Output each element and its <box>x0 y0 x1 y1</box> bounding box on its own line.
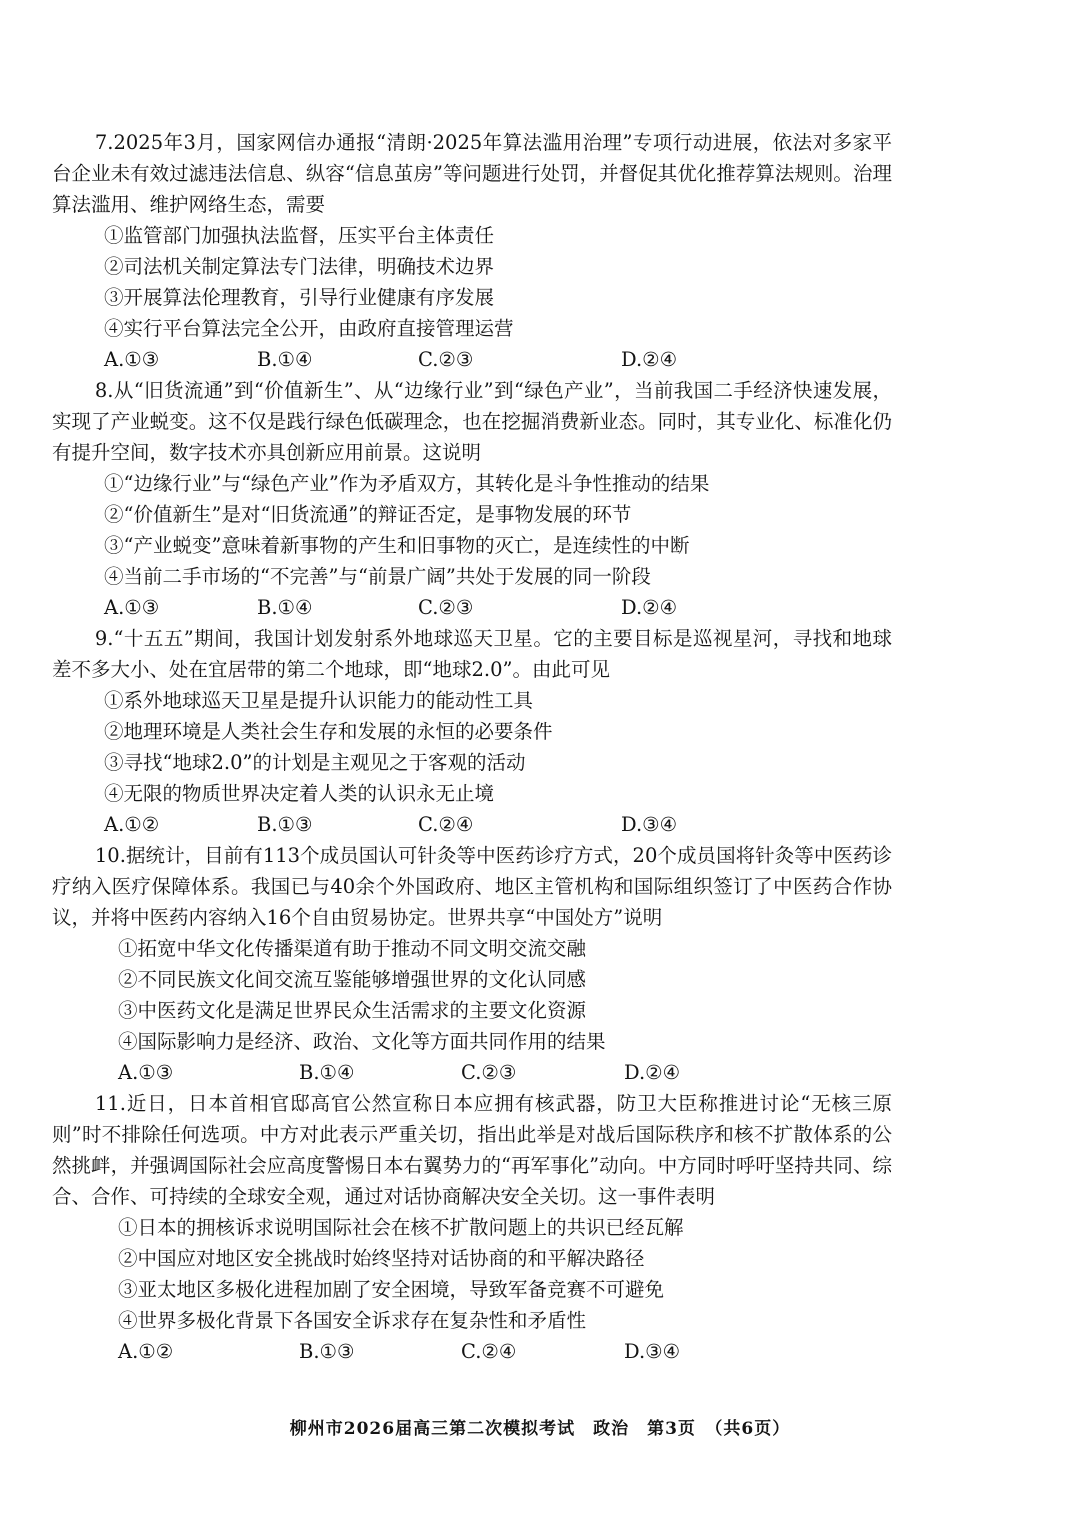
answer-choice-a: A.①② <box>104 813 160 836</box>
answer-choice-d: D.③④ <box>621 813 678 836</box>
answer-choice-d: D.③④ <box>624 1340 681 1363</box>
answer-choices <box>52 809 892 840</box>
statement-option: ①日本的拥核诉求说明国际社会在核不扩散问题上的共识已经瓦解 <box>118 1216 684 1239</box>
statement-option: ③亚太地区多极化进程加剧了安全困境，导致军备竞赛不可避免 <box>118 1278 665 1301</box>
question-stem: 7.2025年3月，国家网信办通报“清朗·2025年算法滥用治理”专项行动进展，依法对多家平台企业未有效过滤违法信息、纵容“信息茧房”等问题进行处罚，并督促其优化推荐算法规则。治理算法滥用、维护网络生态，需要 <box>52 131 892 216</box>
statement-option: ①拓宽中华文化传播渠道有助于推动不同文明交流交融 <box>118 937 587 960</box>
question-stem: 8.从“旧货流通”到“价值新生”、从“边缘行业”到“绿色产业”，当前我国二手经济快速发展，实现了产业蜕变。这不仅是践行绿色低碳理念，也在挖掘消费新业态。同时，其专业化、标准化仍有提升空间，数字技术亦具创新应用前景。这说明 <box>52 379 892 464</box>
statement-option: ②中国应对地区安全挑战时始终坚持对话协商的和平解决路径 <box>118 1247 645 1270</box>
statement-option: ①系外地球巡天卫星是提升认识能力的能动性工具 <box>104 689 534 712</box>
answer-choices <box>52 1336 892 1367</box>
answer-choice-b: B.①③ <box>257 813 313 836</box>
answer-choice-c: C.②④ <box>461 1340 517 1363</box>
question-9 <box>52 623 892 840</box>
answer-choice-c: C.②③ <box>418 596 474 619</box>
statement-option: ④无限的物质世界决定着人类的认识永无止境 <box>104 782 495 805</box>
statement-option: ②地理环境是人类社会生存和发展的永恒的必要条件 <box>104 720 553 743</box>
question-stem: 10.据统计，目前有113个成员国认可针灸等中医药诊疗方式，20个成员国将针灸等中医药诊疗纳入医疗保障体系。我国已与40余个外国政府、地区主管机构和国际组织签订了中医药合作协议，并将中医药内容纳入16个自由贸易协定。世界共享“中国处方”说明 <box>52 844 892 929</box>
statement-option: ④当前二手市场的“不完善”与“前景广阔”共处于发展的同一阶段 <box>104 565 651 588</box>
question-11 <box>52 1088 892 1367</box>
question-8 <box>52 375 892 623</box>
statement-option: ④国际影响力是经济、政治、文化等方面共同作用的结果 <box>118 1030 606 1053</box>
statement-option: ④世界多极化背景下各国安全诉求存在复杂性和矛盾性 <box>118 1309 587 1332</box>
answer-choice-c: C.②④ <box>418 813 474 836</box>
statement-option: ①“边缘行业”与“绿色产业”作为矛盾双方，其转化是斗争性推动的结果 <box>104 472 710 495</box>
statement-option: ②司法机关制定算法专门法律，明确技术边界 <box>104 255 495 278</box>
answer-choice-a: A.①③ <box>104 348 160 371</box>
answer-choice-a: A.①② <box>118 1340 174 1363</box>
answer-choice-d: D.②④ <box>621 348 678 371</box>
page-footer: 柳州市2026届高三第二次模拟考试 政治 第3页 （共6页） <box>289 1419 791 1439</box>
answer-choices <box>52 344 892 375</box>
statement-option: ②不同民族文化间交流互鉴能够增强世界的文化认同感 <box>118 968 587 991</box>
answer-choice-a: A.①③ <box>104 596 160 619</box>
question-7 <box>52 127 892 375</box>
answer-choice-b: B.①④ <box>299 1061 355 1084</box>
answer-choice-b: B.①④ <box>257 348 313 371</box>
answer-choices <box>52 592 892 623</box>
question-stem: 11.近日，日本首相官邸高官公然宣称日本应拥有核武器，防卫大臣称推进讨论“无核三原则”时不排除任何选项。中方对此表示严重关切，指出此举是对战后国际秩序和核不扩散体系的公然挑衅，并强调国际社会应高度警惕日本右翼势力的“再军事化”动向。中方同时呼吁坚持共同、综合、合作、可持续的全球安全观，通过对话协商解决安全关切。这一事件表明 <box>52 1092 892 1208</box>
question-stem: 9.“十五五”期间，我国计划发射系外地球巡天卫星。它的主要目标是巡视星河，寻找和地球差不多大小、处在宜居带的第二个地球，即“地球2.0”。由此可见 <box>52 627 892 681</box>
statement-option: ③开展算法伦理教育，引导行业健康有序发展 <box>104 286 495 309</box>
statement-option: ②“价值新生”是对“旧货流通”的辩证否定，是事物发展的环节 <box>104 503 632 526</box>
statement-option: ③寻找“地球2.0”的计划是主观见之于客观的活动 <box>104 751 526 774</box>
answer-choice-b: B.①④ <box>257 596 313 619</box>
question-10 <box>52 840 892 1088</box>
answer-choices <box>52 1057 892 1088</box>
answer-choice-c: C.②③ <box>418 348 474 371</box>
statement-option: ③“产业蜕变”意味着新事物的产生和旧事物的灭亡，是连续性的中断 <box>104 534 690 557</box>
answer-choice-a: A.①③ <box>118 1061 174 1084</box>
answer-choice-d: D.②④ <box>624 1061 681 1084</box>
statement-option: ③中医药文化是满足世界民众生活需求的主要文化资源 <box>118 999 587 1022</box>
statement-option: ①监管部门加强执法监督，压实平台主体责任 <box>104 224 495 247</box>
exam-page <box>52 127 892 1367</box>
statement-option: ④实行平台算法完全公开，由政府直接管理运营 <box>104 317 514 340</box>
answer-choice-d: D.②④ <box>621 596 678 619</box>
answer-choice-b: B.①③ <box>299 1340 355 1363</box>
answer-choice-c: C.②③ <box>461 1061 517 1084</box>
